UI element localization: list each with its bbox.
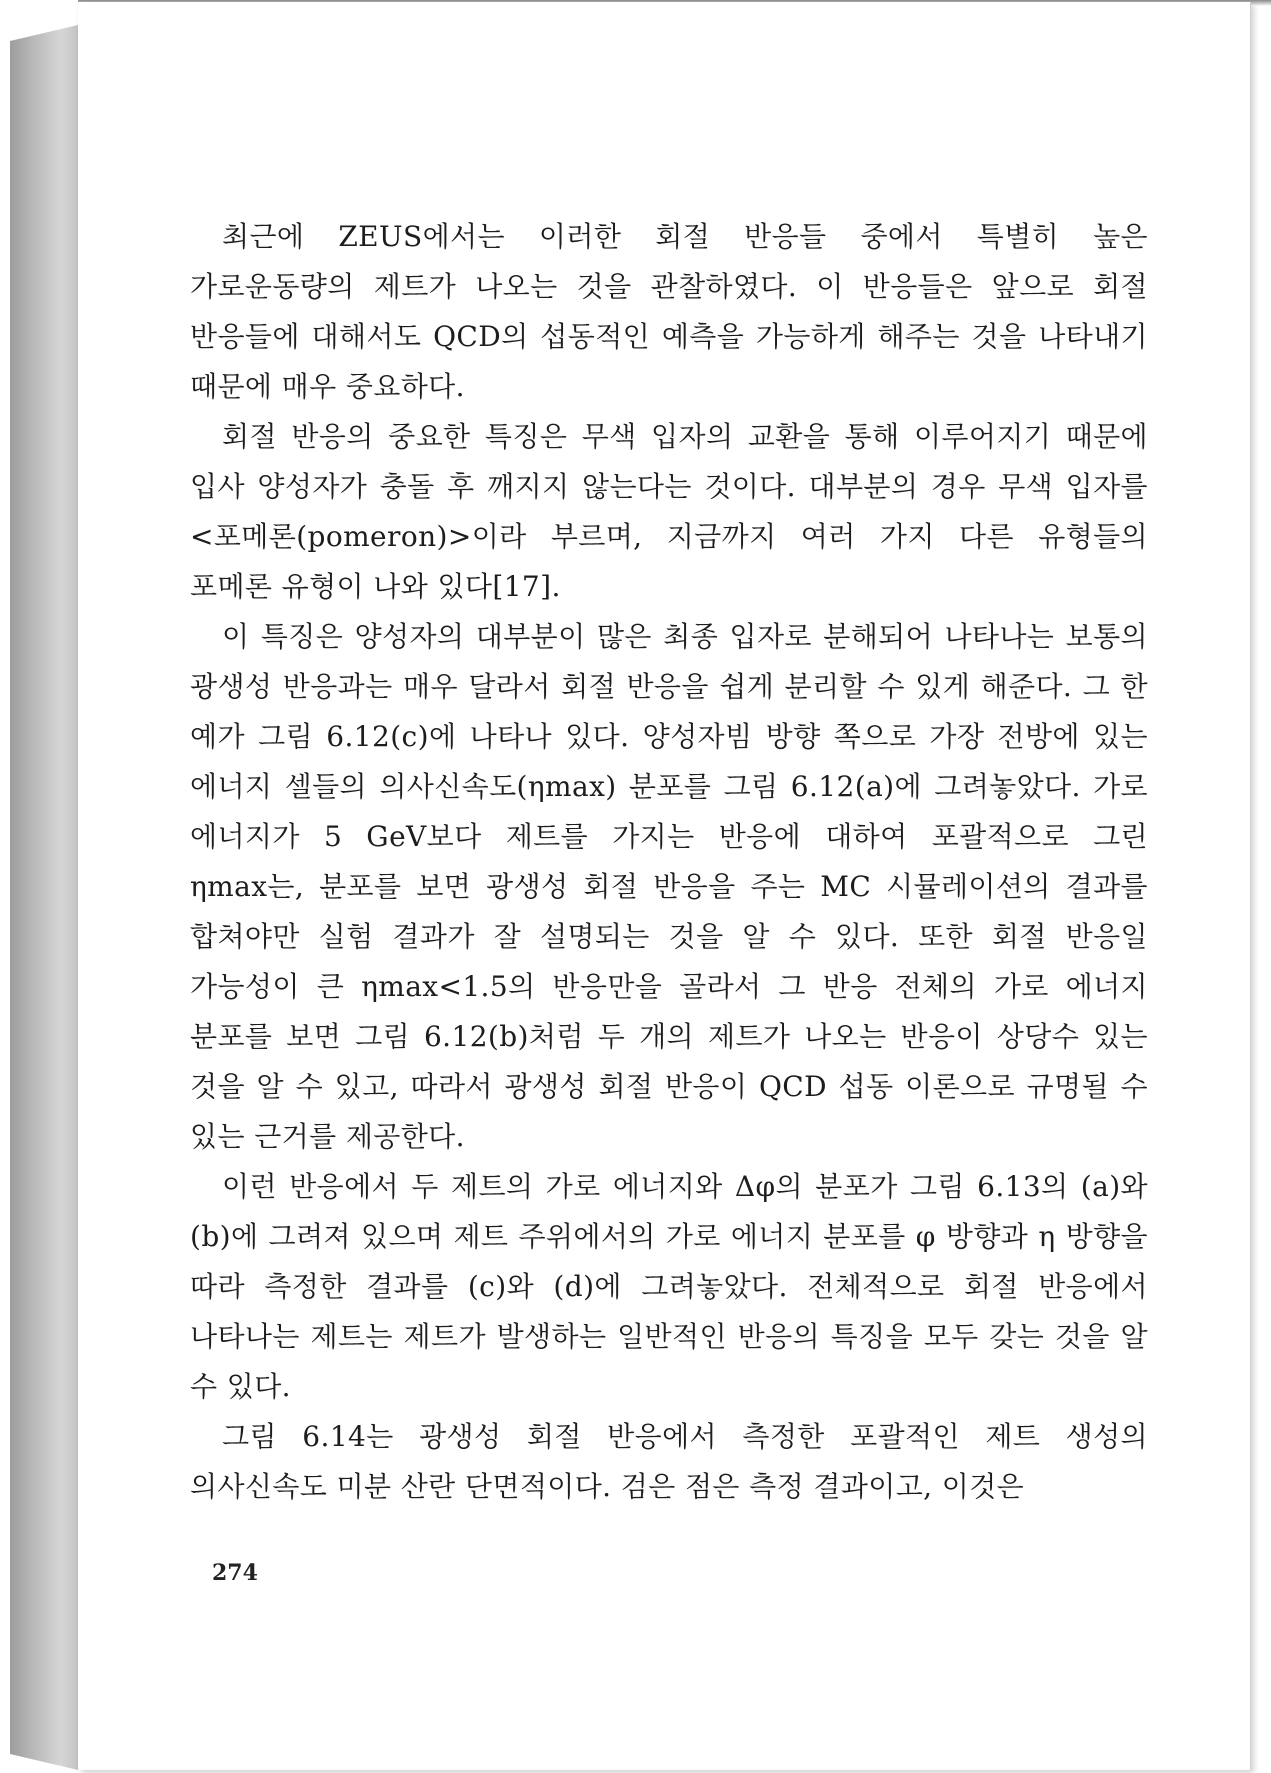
book-edge: [10, 25, 78, 1770]
paragraph-4: 이런 반응에서 두 제트의 가로 에너지와 Δφ의 분포가 그림 6.13의 (a)와 (b)에 그려져 있으며 제트 주위에서의 가로 에너지 분포를 φ 방향과 η 방향을 따라 측정한 결과를 (c)와 (d)에 그려놓았다. 전체적으로 회절 반응에서 나타나는 제트는 제트가 발생하는 일반적인 반응의 특징을 모두 갖는 것을 알 수 있다.: [190, 1170, 1148, 1403]
paragraph-2: 회절 반응의 중요한 특징은 무색 입자의 교환을 통해 이루어지기 때문에 입사 양성자가 충돌 후 깨지지 않는다는 것이다. 대부분의 경우 무색 입자를 <포메론(pomeron)>이라 부르며, 지금까지 여러 가지 다른 유형들의 포메론 유형이 나와 있다[17].: [190, 420, 1148, 603]
body-text: [190, 212, 1148, 1512]
paragraph-3: 이 특징은 양성자의 대부분이 많은 최종 입자로 분해되어 나타나는 보통의 광생성 반응과는 매우 달라서 회절 반응을 쉽게 분리할 수 있게 해준다. 그 한 예가 그림 6.12(c)에 나타나 있다. 양성자빔 방향 쪽으로 가장 전방에 있는 에너지 셀들의 의사신속도(ηmax) 분포를 그림 6.12(a)에 그려놓았다. 가로 에너지가 5 GeV보다 제트를 가지는 반응에 대하여 포괄적으로 그린 ηmax는, 분포를 보면 광생성 회절 반응을 주는 MC 시뮬레이션의 결과를 합쳐야만 실험 결과가 잘 설명되는 것을 알 수 있다. 또한 회절 반응일 가능성이 큰 ηmax<1.5의 반응만을 골라서 그 반응 전체의 가로 에너지 분포를 보면 그림 6.12(b)처럼 두 개의 제트가 나오는 반응이 상당수 있는 것을 알 수 있고, 따라서 광생성 회절 반응이 QCD 섭동 이론으로 규명될 수 있는 근거를 제공한다.: [190, 620, 1148, 1153]
page-number: 274: [212, 1560, 258, 1586]
paragraph-5: 그림 6.14는 광생성 회절 반응에서 측정한 포괄적인 제트 생성의 의사신속도 미분 산란 단면적이다. 검은 점은 측정 결과이고, 이것은: [190, 1420, 1148, 1503]
paragraph-1: 최근에 ZEUS에서는 이러한 회절 반응들 중에서 특별히 높은 가로운동량의 제트가 나오는 것을 관찰하였다. 이 반응들은 앞으로 회절 반응들에 대해서도 QCD의 섭동적인 예측을 가능하게 해주는 것을 나타내기 때문에 매우 중요하다.: [190, 220, 1148, 403]
